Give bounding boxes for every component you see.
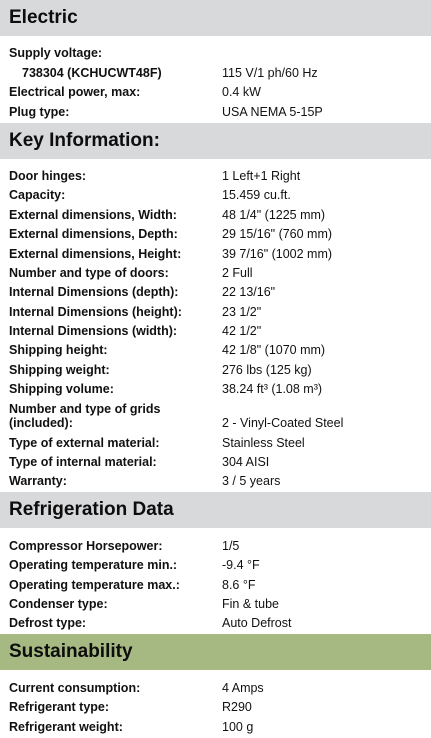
spec-row bbox=[0, 611, 431, 630]
electric-rows bbox=[0, 36, 431, 123]
spec-value: 15.459 cu.ft. bbox=[222, 188, 291, 203]
spec-value: 4 Amps bbox=[222, 680, 264, 695]
spec-row bbox=[0, 430, 431, 449]
spec-value: Stainless Steel bbox=[222, 435, 305, 450]
spec-row bbox=[0, 299, 431, 318]
spec-value: 42 1/8" (1070 mm) bbox=[222, 343, 326, 358]
spec-row bbox=[0, 572, 431, 591]
spec-label: Capacity: bbox=[9, 188, 66, 203]
spec-label: Shipping weight: bbox=[9, 362, 110, 377]
sustainability-rows bbox=[0, 670, 431, 737]
spec-row bbox=[0, 533, 431, 552]
spec-label: Type of external material: bbox=[9, 435, 160, 450]
spec-label: Internal Dimensions (height): bbox=[9, 304, 182, 319]
spec-label: Operating temperature max.: bbox=[9, 577, 180, 592]
spec-label: Condenser type: bbox=[9, 596, 108, 611]
spec-row bbox=[0, 450, 431, 469]
spec-label: Supply voltage: bbox=[9, 46, 103, 61]
section-header-key-information: Key Information: bbox=[0, 123, 431, 159]
spec-row bbox=[0, 319, 431, 338]
spec-value: 38.24 ft³ (1.08 m³) bbox=[222, 382, 323, 397]
spec-label: Type of internal material: bbox=[9, 455, 157, 470]
spec-row bbox=[0, 396, 431, 430]
spec-label: Current consumption: bbox=[9, 680, 141, 695]
spec-row bbox=[0, 280, 431, 299]
key-information-rows bbox=[0, 159, 431, 493]
spec-label: External dimensions, Depth: bbox=[9, 227, 178, 242]
spec-value: 1 Left+1 Right bbox=[222, 168, 301, 183]
spec-row bbox=[0, 241, 431, 260]
spec-value: 0.4 kW bbox=[222, 85, 261, 100]
spec-label: Defrost type: bbox=[9, 616, 87, 631]
spec-row bbox=[0, 675, 431, 694]
spec-label: Refrigerant weight: bbox=[9, 719, 123, 734]
spec-label: Internal Dimensions (width): bbox=[9, 324, 178, 339]
spec-value: -9.4 °F bbox=[222, 558, 260, 573]
spec-label: Compressor Horsepower: bbox=[9, 538, 163, 553]
spec-value: 100 g bbox=[222, 719, 254, 734]
spec-row bbox=[0, 469, 431, 488]
spec-row bbox=[0, 99, 431, 118]
spec-value: 3 / 5 years bbox=[222, 474, 281, 489]
spec-value: USA NEMA 5-15P bbox=[222, 104, 323, 119]
spec-value: 1/5 bbox=[222, 538, 240, 553]
section-header-refrigeration-data: Refrigeration Data bbox=[0, 492, 431, 528]
spec-value: 22 13/16" bbox=[222, 285, 276, 300]
spec-row bbox=[0, 222, 431, 241]
spec-label: Plug type: bbox=[9, 104, 70, 119]
spec-value: R290 bbox=[222, 700, 252, 715]
spec-row bbox=[0, 695, 431, 714]
spec-row bbox=[0, 202, 431, 221]
spec-label: Shipping height: bbox=[9, 343, 108, 358]
spec-label: External dimensions, Width: bbox=[9, 207, 177, 222]
spec-value: 39 7/16" (1002 mm) bbox=[222, 246, 333, 261]
spec-label: Number and type of grids (included): bbox=[9, 402, 161, 431]
spec-label: Operating temperature min.: bbox=[9, 558, 178, 573]
spec-label: Electrical power, max: bbox=[9, 85, 141, 100]
section-header-electric: Electric bbox=[0, 0, 431, 36]
spec-value: 48 1/4" (1225 mm) bbox=[222, 207, 326, 222]
spec-row bbox=[0, 261, 431, 280]
spec-row bbox=[0, 357, 431, 376]
spec-row bbox=[0, 164, 431, 183]
spec-row bbox=[0, 377, 431, 396]
spec-label: Door hinges: bbox=[9, 168, 87, 183]
spec-label: Refrigerant type: bbox=[9, 700, 110, 715]
section-header-sustainability: Sustainability bbox=[0, 634, 431, 670]
spec-row bbox=[0, 592, 431, 611]
spec-value: 304 AISI bbox=[222, 455, 270, 470]
spec-label: External dimensions, Height: bbox=[9, 246, 182, 261]
spec-value: 23 1/2" bbox=[222, 304, 262, 319]
spec-row bbox=[0, 60, 431, 79]
spec-value: 115 V/1 ph/60 Hz bbox=[222, 65, 318, 80]
refrigeration-rows bbox=[0, 528, 431, 634]
spec-value: 2 - Vinyl-Coated Steel bbox=[222, 416, 344, 431]
spec-row bbox=[0, 714, 431, 733]
spec-row bbox=[0, 183, 431, 202]
spec-value: Auto Defrost bbox=[222, 616, 292, 631]
spec-value: 29 15/16" (760 mm) bbox=[222, 227, 333, 242]
spec-value: 2 Full bbox=[222, 265, 253, 280]
spec-label: Shipping volume: bbox=[9, 382, 114, 397]
spec-value: Fin & tube bbox=[222, 596, 279, 611]
spec-row bbox=[0, 41, 431, 60]
spec-value: 276 lbs (125 kg) bbox=[222, 362, 312, 377]
spec-label: Internal Dimensions (depth): bbox=[9, 285, 179, 300]
spec-label: Number and type of doors: bbox=[9, 265, 169, 280]
spec-value: 42 1/2" bbox=[222, 324, 262, 339]
spec-label: Warranty: bbox=[9, 474, 67, 489]
spec-value: 8.6 °F bbox=[222, 577, 256, 592]
spec-row bbox=[0, 338, 431, 357]
spec-row bbox=[0, 80, 431, 99]
spec-row bbox=[0, 553, 431, 572]
spec-label: 738304 (KCHUCWT48F) bbox=[22, 65, 162, 80]
